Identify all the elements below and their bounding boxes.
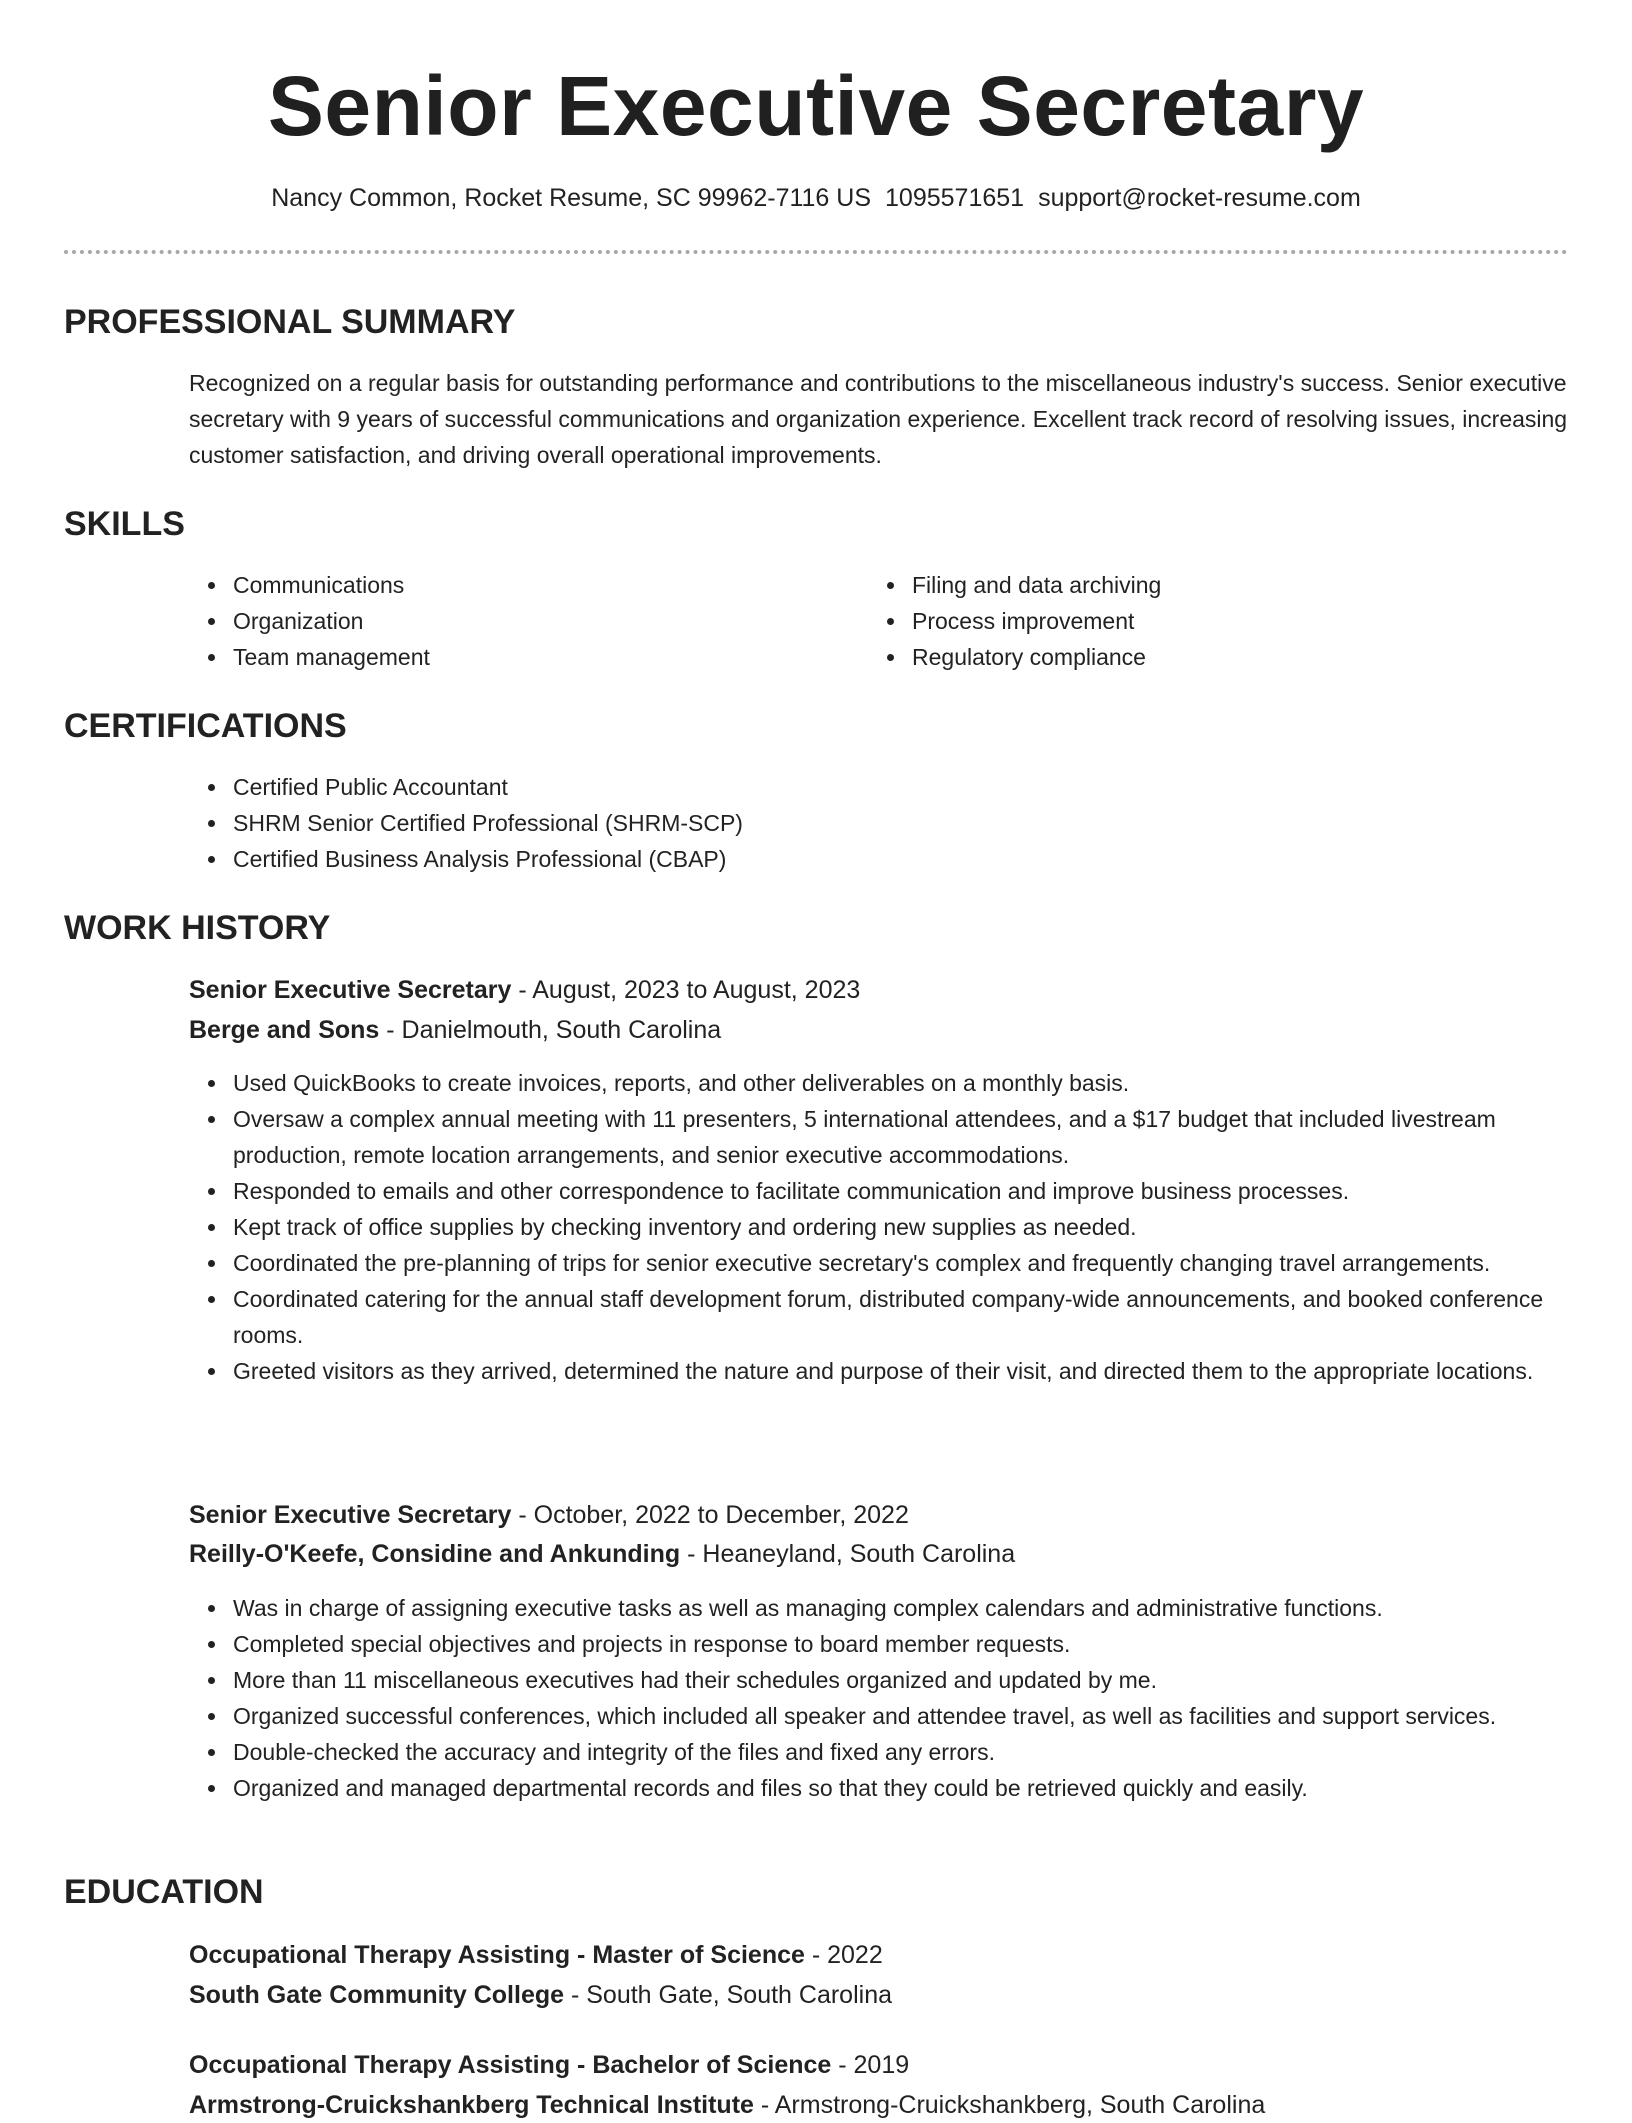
education-degree: Occupational Therapy Assisting - Bachelor of Science <box>189 2051 832 2079</box>
job-title: Senior Executive Secretary <box>189 976 512 1004</box>
skills-list-left <box>189 567 833 675</box>
education-school-line <box>189 2087 1265 2123</box>
education-degree: Occupational Therapy Assisting - Master of Science <box>189 1941 805 1969</box>
job-duties-list <box>189 1590 1568 1806</box>
education-year: - 2022 <box>804 1941 883 1969</box>
job-duty-item: Kept track of office supplies by checking inventory and ordering new supplies as needed. <box>233 1209 1568 1245</box>
summary-heading: PROFESSIONAL SUMMARY <box>64 303 516 341</box>
education-heading: EDUCATION <box>64 1873 264 1911</box>
job-duty-item: Double-checked the accuracy and integrity of the files and fixed any errors. <box>233 1734 1568 1770</box>
job-title: Senior Executive Secretary <box>189 1501 512 1529</box>
education-school: Armstrong-Cruickshankberg Technical Institute <box>189 2091 754 2119</box>
summary-text: Recognized on a regular basis for outstanding performance and contributions to the miscellaneous industry's success. Senior executive secretary with 9 years of successful communications and organization experience. Excellent track record of resolving issues, increasing customer satisfaction, and driving overall operational improvements. <box>189 370 1568 468</box>
certification-item: Certified Public Accountant <box>233 769 1563 805</box>
resume-title: Senior Executive Secretary <box>267 59 1365 153</box>
skill-item: Process improvement <box>912 603 1562 639</box>
job-company: Reilly-O'Keefe, Considine and Ankunding <box>189 1540 681 1568</box>
education-degree-line <box>189 1937 883 1973</box>
job-title-line <box>189 972 860 1008</box>
skills-list-right <box>868 567 1562 675</box>
work-history-heading: WORK HISTORY <box>64 909 331 947</box>
skill-item: Communications <box>233 567 833 603</box>
skill-item: Team management <box>233 639 833 675</box>
job-duty-item: Greeted visitors as they arrived, determined the nature and purpose of their visit, and directed them to the appropriate locations. <box>233 1353 1568 1389</box>
contact-address: Nancy Common, Rocket Resume, SC 99962-7116 US <box>271 184 872 212</box>
job-title-line <box>189 1497 909 1533</box>
job-duty-item: Completed special objectives and projects in response to board member requests. <box>233 1626 1568 1662</box>
skills-heading: SKILLS <box>64 505 185 543</box>
education-degree-line <box>189 2047 909 2083</box>
job-duty-item: Was in charge of assigning executive tasks as well as managing complex calendars and administrative functions. <box>233 1590 1568 1626</box>
job-company: Berge and Sons <box>189 1016 380 1044</box>
education-location: - South Gate, South Carolina <box>564 1981 892 2009</box>
job-dates: - October, 2022 to December, 2022 <box>511 1501 909 1529</box>
job-company-line <box>189 1536 1015 1572</box>
header-divider <box>64 250 1568 254</box>
education-location: - Armstrong-Cruickshankberg, South Carolina <box>753 2091 1266 2119</box>
certification-item: SHRM Senior Certified Professional (SHRM-SCP) <box>233 805 1563 841</box>
contact-email: support@rocket-resume.com <box>1038 184 1361 212</box>
skill-item: Regulatory compliance <box>912 639 1562 675</box>
skill-item: Filing and data archiving <box>912 567 1562 603</box>
job-duty-item: More than 11 miscellaneous executives had their schedules organized and updated by me. <box>233 1662 1568 1698</box>
job-location: - Danielmouth, South Carolina <box>379 1016 722 1044</box>
contact-line <box>0 180 1632 216</box>
contact-phone: 1095571651 <box>885 184 1025 212</box>
job-location: - Heaneyland, South Carolina <box>680 1540 1016 1568</box>
certification-item: Certified Business Analysis Professional (CBAP) <box>233 841 1563 877</box>
job-duty-item: Responded to emails and other correspondence to facilitate communication and improve business processes. <box>233 1173 1568 1209</box>
job-company-line <box>189 1012 721 1048</box>
job-duty-item: Coordinated catering for the annual staff development forum, distributed company-wide announcements, and booked conference rooms. <box>233 1281 1568 1353</box>
job-duty-item: Coordinated the pre-planning of trips for senior executive secretary's complex and frequently changing travel arrangements. <box>233 1245 1568 1281</box>
certifications-list <box>189 769 1563 877</box>
job-duty-item: Oversaw a complex annual meeting with 11 presenters, 5 international attendees, and a $17 budget that included livestream production, remote location arrangements, and senior executive accommodations. <box>233 1101 1568 1173</box>
education-school-line <box>189 1977 892 2013</box>
certifications-heading: CERTIFICATIONS <box>64 707 347 745</box>
education-year: - 2019 <box>831 2051 910 2079</box>
job-dates: - August, 2023 to August, 2023 <box>511 976 861 1004</box>
job-duty-item: Organized and managed departmental records and files so that they could be retrieved quickly and easily. <box>233 1770 1568 1806</box>
skill-item: Organization <box>233 603 833 639</box>
education-school: South Gate Community College <box>189 1981 565 2009</box>
job-duties-list <box>189 1065 1568 1389</box>
job-duty-item: Organized successful conferences, which included all speaker and attendee travel, as well as facilities and support services. <box>233 1698 1568 1734</box>
job-duty-item: Used QuickBooks to create invoices, reports, and other deliverables on a monthly basis. <box>233 1065 1568 1101</box>
